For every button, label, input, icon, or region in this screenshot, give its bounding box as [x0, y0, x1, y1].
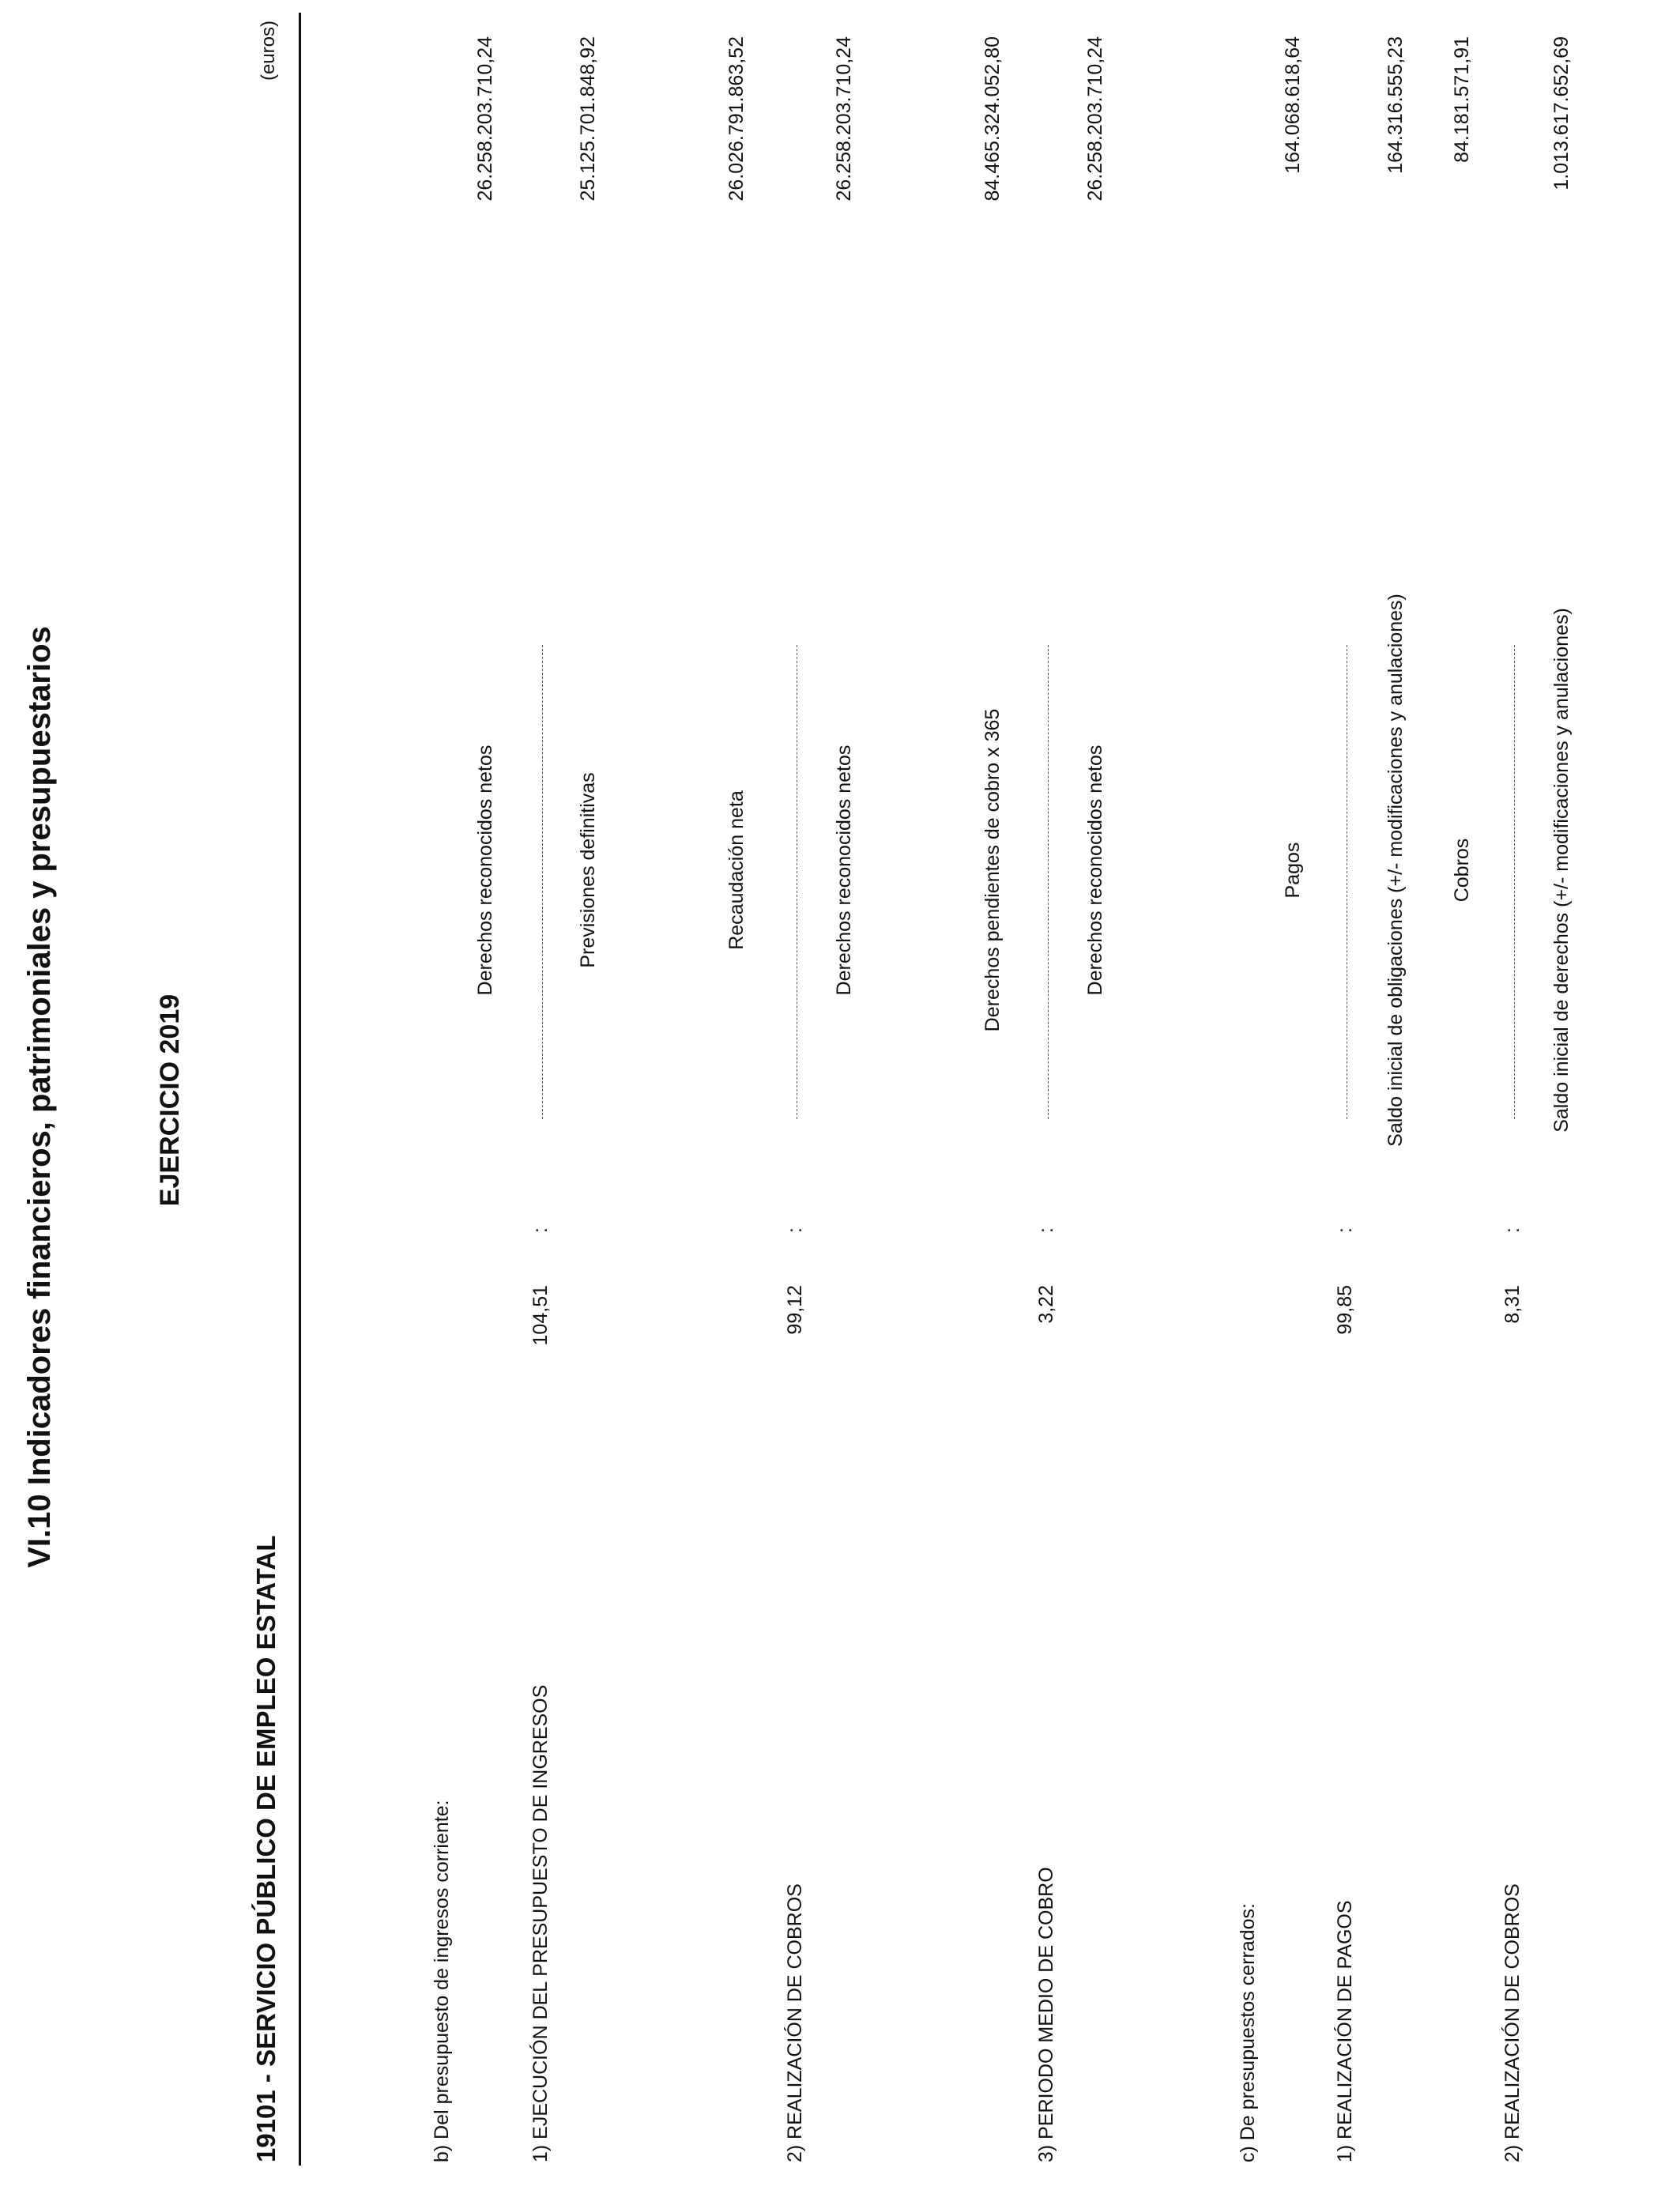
- denominator-value: 26.258.203.710,24: [1084, 36, 1106, 202]
- indicator-label-budget-execution: 1) EJECUCIÓN DEL PRESUPUESTO DE INGRESOS: [529, 1684, 552, 2162]
- numerator-value: 84.181.571,91: [1451, 36, 1473, 163]
- numerator-label: Derechos pendientes de cobro x 365: [981, 708, 1004, 1032]
- numerator-label: Cobros: [1451, 838, 1473, 903]
- numerator-label: Recaudación neta: [725, 790, 748, 950]
- indicator-label-collection: 2) REALIZACIÓN DE COBROS: [784, 1883, 806, 2162]
- denominator-label: Previsiones definitivas: [577, 772, 599, 968]
- denominator-label: Derechos reconocidos netos: [833, 745, 855, 996]
- header-rule: [299, 13, 301, 2166]
- indicator-label-average-collection-period: 3) PERIODO MEDIO DE COBRO: [1035, 1867, 1057, 2162]
- indicator-percent-budget-execution: 104,51: [529, 1285, 552, 1346]
- indicator-label-payments-realization: 1) REALIZACIÓN DE PAGOS: [1334, 1900, 1356, 2162]
- numerator-value: 26.258.203.710,24: [474, 36, 496, 202]
- indicator-percent-payments-realization: 99,85: [1334, 1285, 1356, 1335]
- denominator-value: 26.258.203.710,24: [833, 36, 855, 202]
- page-title: VI.10 Indicadores financieros, patrimoniales y presupuestarios: [22, 626, 57, 1568]
- exercise-heading: EJERCICIO 2019: [155, 993, 185, 1207]
- units-label: (euros): [258, 21, 279, 81]
- numerator-label: Pagos: [1282, 842, 1304, 899]
- indicator-label-collections-realization: 2) REALIZACIÓN DE COBROS: [1501, 1883, 1524, 2162]
- numerator-value: 26.026.791.863,52: [725, 36, 748, 202]
- fraction-line: [1048, 645, 1049, 1119]
- denominator-label: Derechos reconocidos netos: [1084, 745, 1106, 996]
- indicator-colon: :: [1035, 1227, 1057, 1233]
- entity-heading: 19101 - SERVICIO PÚBLICO DE EMPLEO ESTATAL: [251, 1535, 281, 2162]
- indicator-percent-average-collection-period: 3,22: [1035, 1285, 1057, 1324]
- section-heading-closed-budgets: c) De presupuestos cerrados:: [1237, 1903, 1259, 2162]
- numerator-value: 84.465.324.052,80: [981, 36, 1004, 202]
- denominator-label: Saldo inicial de derechos (+/- modificaciones y anulaciones): [1550, 608, 1573, 1133]
- indicator-colon: :: [529, 1227, 552, 1233]
- indicator-colon: :: [784, 1227, 806, 1233]
- denominator-value: 164.316.555,23: [1384, 36, 1407, 174]
- denominator-label: Saldo inicial de obligaciones (+/- modificaciones y anulaciones): [1384, 594, 1407, 1147]
- indicator-colon: :: [1334, 1227, 1356, 1233]
- denominator-value: 1.013.617.652,69: [1550, 36, 1573, 190]
- indicator-colon: :: [1501, 1227, 1524, 1233]
- numerator-value: 164.068.618,64: [1282, 36, 1304, 174]
- fraction-line: [542, 645, 543, 1119]
- denominator-value: 25.125.701.848,92: [577, 36, 599, 202]
- fraction-line: [1514, 645, 1515, 1119]
- numerator-label: Derechos reconocidos netos: [474, 745, 496, 996]
- section-heading-current-income: b) Del presupuesto de ingresos corriente:: [431, 1800, 453, 2162]
- indicator-percent-collections-realization: 8,31: [1501, 1285, 1524, 1324]
- indicator-percent-collection: 99,12: [784, 1285, 806, 1335]
